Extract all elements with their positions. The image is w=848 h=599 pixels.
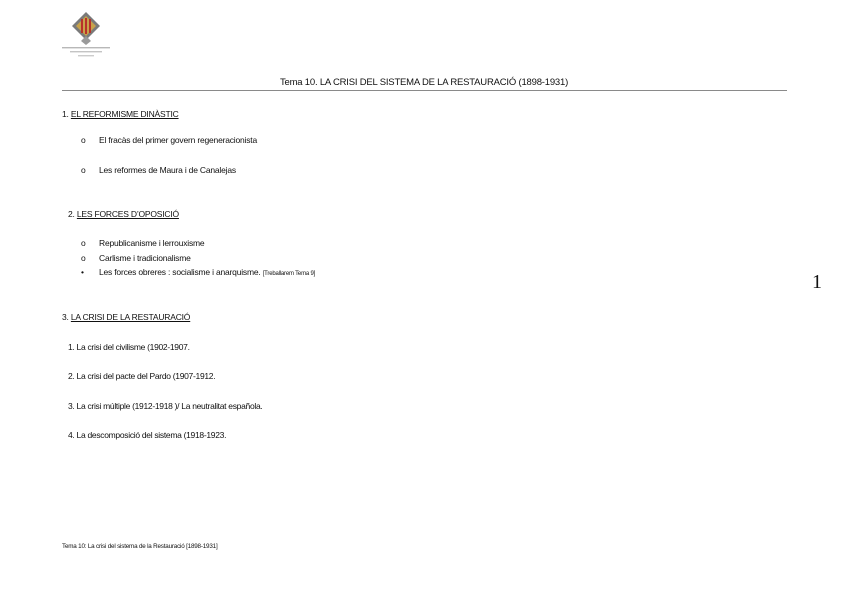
school-logo xyxy=(58,10,114,60)
bullet-marker: o xyxy=(81,165,86,175)
list-item xyxy=(81,253,191,263)
bullet-marker: • xyxy=(81,267,84,277)
list-item xyxy=(81,135,257,145)
subitem: 1. La crisi del civilisme (1902-1907. xyxy=(68,342,190,352)
list-item xyxy=(81,238,204,248)
bullet-marker: o xyxy=(81,253,86,263)
section-title: EL REFORMISME DINÀSTIC xyxy=(70,109,179,119)
list-item-text: Les reformes de Maura i de Canalejas xyxy=(99,165,236,175)
list-item xyxy=(81,267,315,277)
list-item-text: El fracàs del primer govern regeneracionista xyxy=(99,135,257,145)
list-item-note: [Treballarem Tema 9] xyxy=(262,271,316,277)
section-3-heading xyxy=(62,312,190,322)
subitem: 4. La descomposició del sistema (1918-1923. xyxy=(68,430,227,440)
list-item-text: Republicanisme i lerrouxisme xyxy=(99,238,205,248)
section-number: 3. xyxy=(62,312,69,322)
bullet-marker: o xyxy=(81,238,86,248)
subitem: 3. La crisi múltiple (1912-1918 )/ La neutralitat española. xyxy=(68,401,263,411)
list-item-text: Carlisme i tradicionalisme xyxy=(99,253,191,263)
section-number: 2. xyxy=(68,209,75,219)
bullet-marker: o xyxy=(81,135,86,145)
page-footer: Tema 10: La crisi del sistema de la Restauració [1898-1931] xyxy=(62,543,218,550)
subitem: 2. La crisi del pacte del Pardo (1907-1912. xyxy=(68,371,216,381)
section-number: 1. xyxy=(62,109,69,119)
section-1-heading xyxy=(62,109,179,119)
section-title: LES FORCES D’OPOSICIÓ xyxy=(76,209,179,219)
document-title: Tema 10. LA CRISI DEL SISTEMA DE LA RESTAURACIÓ (1898-1931) xyxy=(279,77,569,88)
crest-icon xyxy=(72,12,100,45)
list-item-text: Les forces obreres : socialisme i anarquisme. xyxy=(99,267,261,277)
section-title: LA CRISI DE LA RESTAURACIÓ xyxy=(70,312,191,322)
section-2-heading xyxy=(68,209,179,219)
header-divider xyxy=(62,90,787,91)
page-number: 1 xyxy=(812,271,822,293)
list-item xyxy=(81,165,236,175)
